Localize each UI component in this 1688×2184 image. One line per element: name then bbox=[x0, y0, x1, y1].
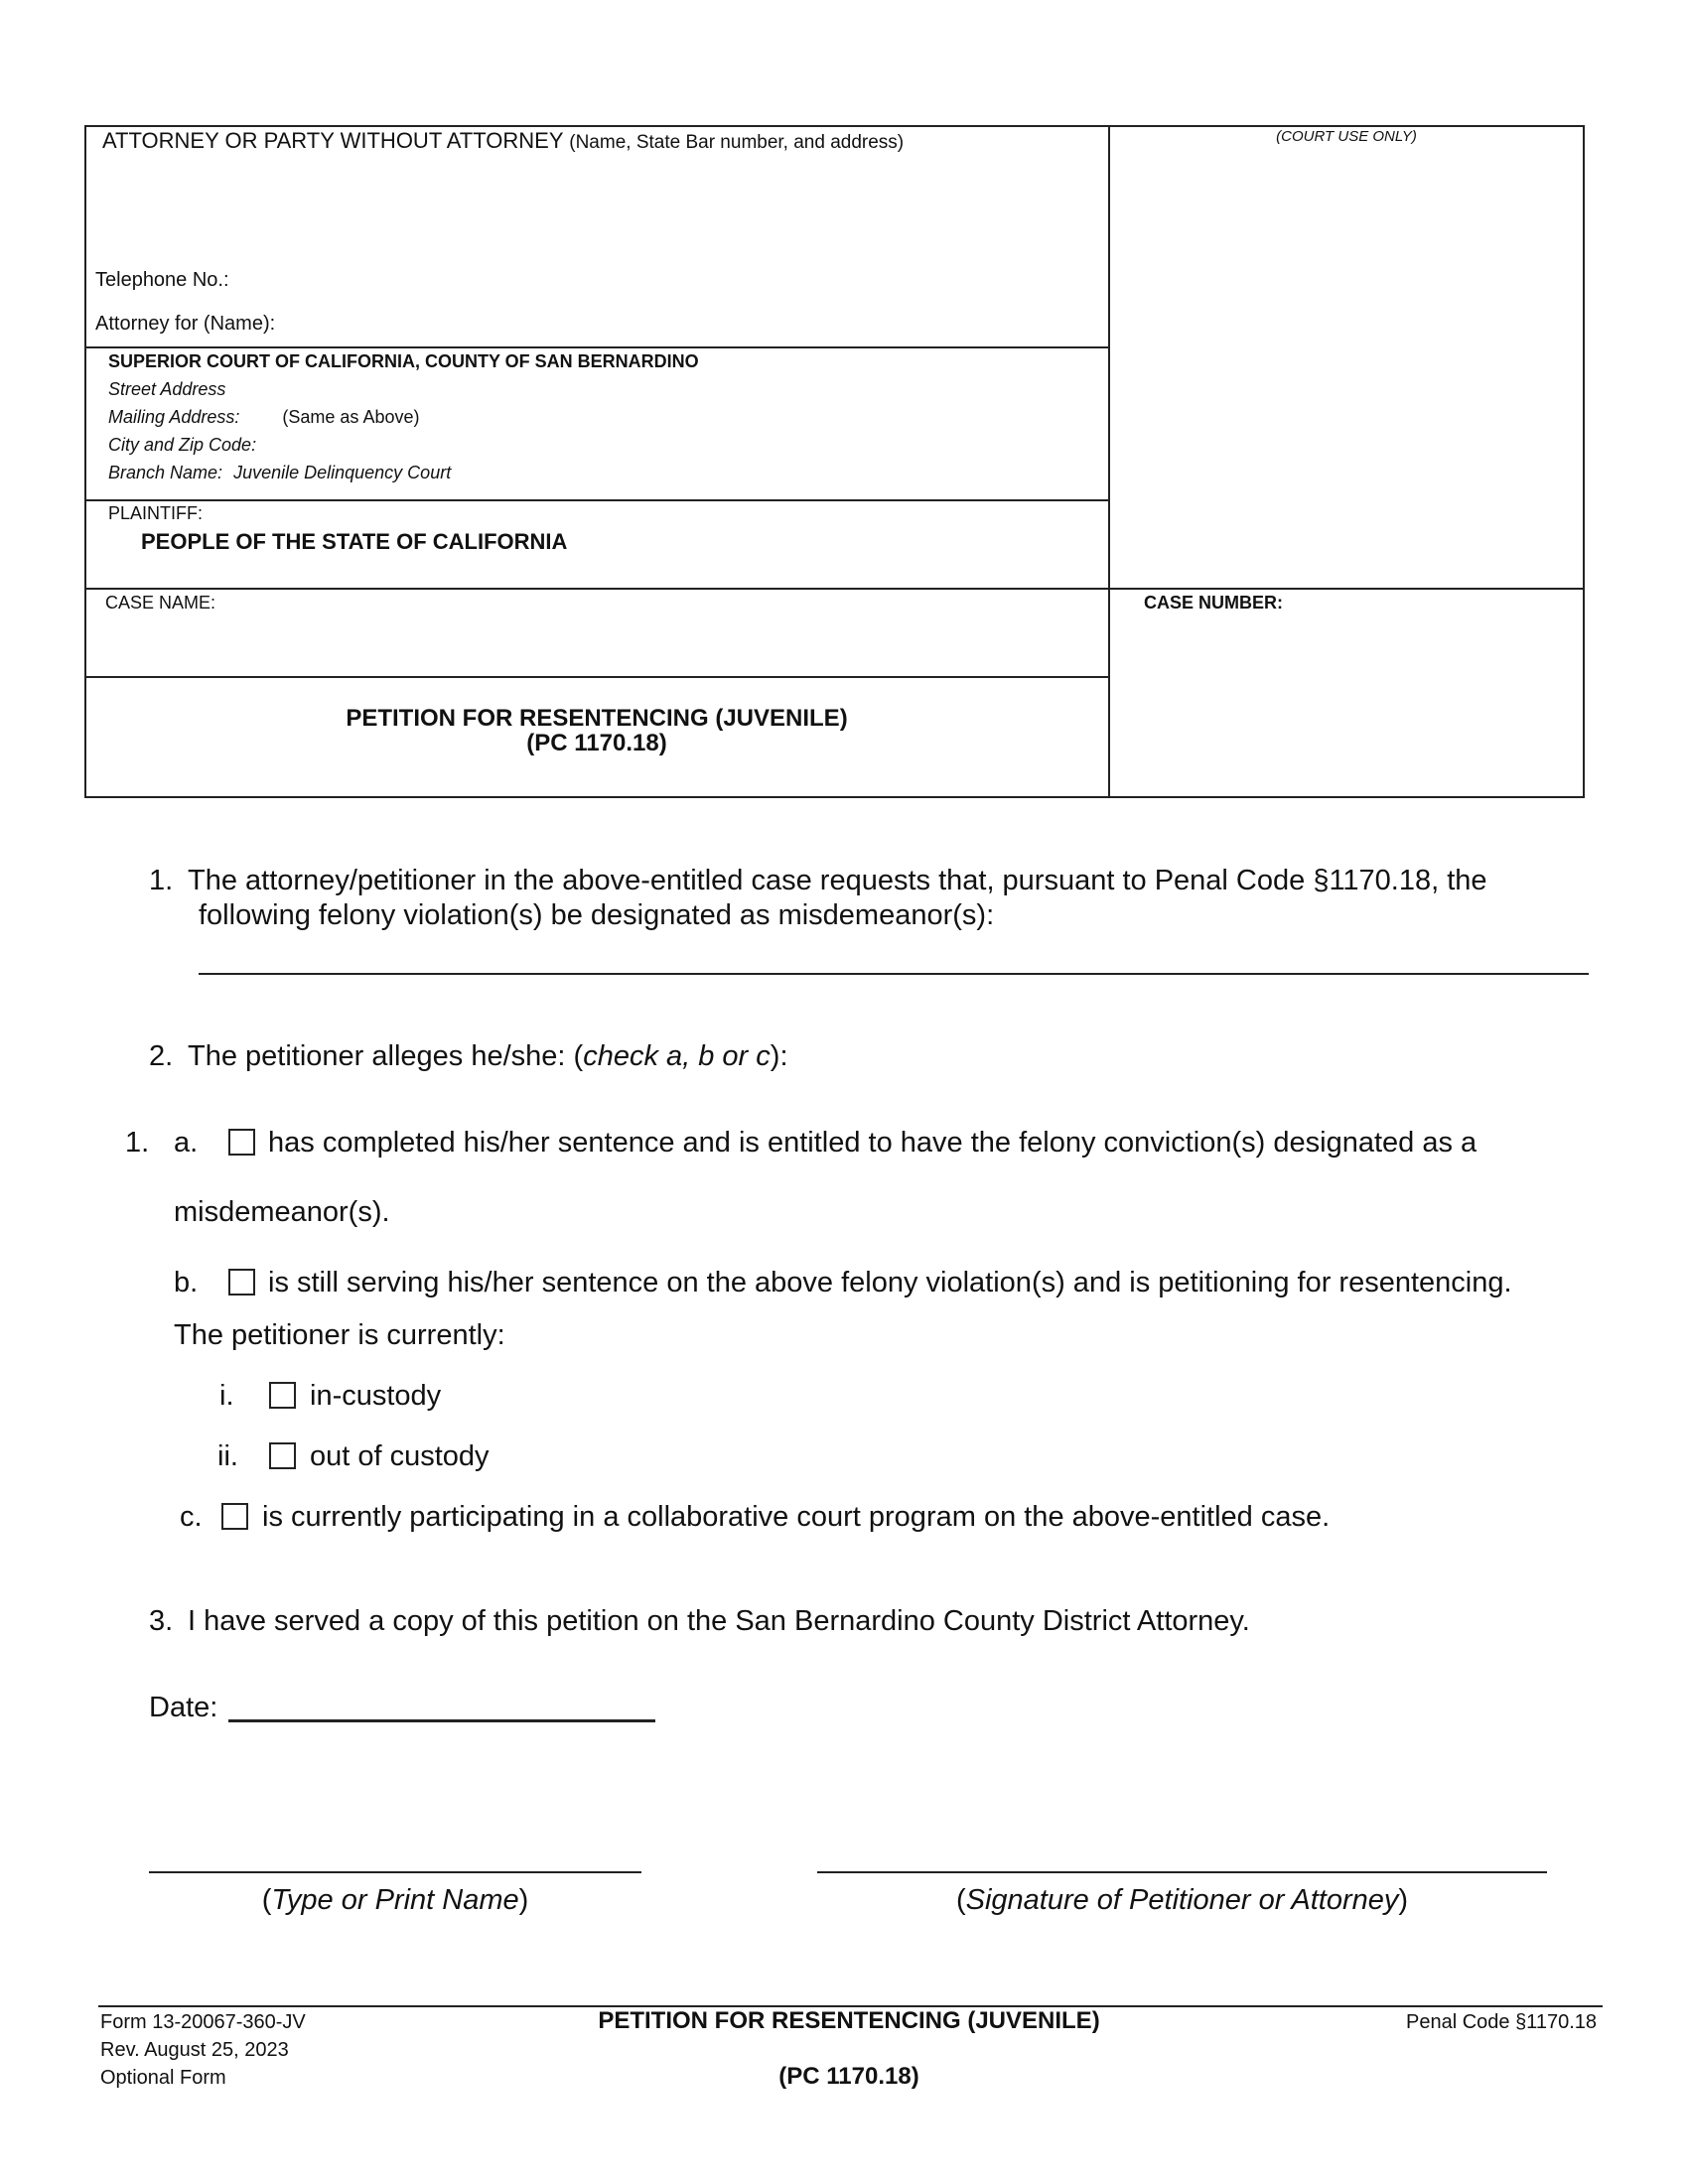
caption-header-box bbox=[84, 125, 1585, 798]
header-rule-casename bbox=[84, 588, 1585, 590]
header-rule-court bbox=[84, 346, 1109, 348]
option-b-line1: is still serving his/her sentence on the above felony violation(s) and is petitioning for resentencing. bbox=[268, 1267, 1512, 1298]
attorney-label-main: ATTORNEY OR PARTY WITHOUT ATTORNEY bbox=[102, 128, 564, 153]
option-c-checkbox[interactable] bbox=[221, 1503, 248, 1530]
option-a-letter: a. bbox=[174, 1127, 199, 1159]
date-line[interactable] bbox=[228, 1719, 655, 1722]
option-c-text: is currently participating in a collaborative court program on the above-entitled case. bbox=[262, 1501, 1331, 1533]
signature-caption-text: Signature of Petitioner or Attorney bbox=[965, 1884, 1399, 1916]
option-c-letter: c. bbox=[180, 1501, 203, 1533]
option-a-checkbox[interactable] bbox=[228, 1129, 255, 1156]
city-zip-label: City and Zip Code: bbox=[108, 435, 257, 455]
item2-number: 2. bbox=[149, 1040, 174, 1072]
signature-line[interactable] bbox=[817, 1871, 1547, 1873]
print-name-caption-close: ) bbox=[518, 1884, 529, 1916]
date-label: Date: bbox=[149, 1692, 218, 1723]
item2-text-pre: The petitioner alleges he/she: ( bbox=[188, 1040, 584, 1072]
out-of-custody-checkbox[interactable] bbox=[269, 1442, 296, 1469]
item1-number: 1. bbox=[149, 865, 174, 896]
mailing-address-row bbox=[108, 407, 419, 428]
footer-form-number: Form 13-20067-360-JV bbox=[100, 2011, 306, 2033]
plaintiff-label: PLAINTIFF: bbox=[108, 503, 204, 523]
option-a-line2: misdemeanor(s). bbox=[174, 1196, 390, 1228]
in-custody-label: in-custody bbox=[310, 1380, 442, 1412]
footer-revision: Rev. August 25, 2023 bbox=[100, 2039, 289, 2061]
option-b-checkbox[interactable] bbox=[228, 1269, 255, 1296]
item1-line2: following felony violation(s) be designated as misdemeanor(s): bbox=[199, 899, 995, 931]
case-number-label: CASE NUMBER: bbox=[1144, 593, 1284, 613]
print-name-caption-text: Type or Print Name bbox=[271, 1884, 519, 1916]
option-b-ii-number: ii. bbox=[217, 1440, 238, 1472]
out-of-custody-label: out of custody bbox=[310, 1440, 490, 1472]
signature-caption-open: ( bbox=[955, 1884, 966, 1916]
header-rule-title bbox=[84, 676, 1109, 678]
option-a-line1: has completed his/her sentence and is entitled to have the felony conviction(s) designated as a bbox=[268, 1127, 1477, 1159]
mailing-address-value: (Same as Above) bbox=[282, 407, 420, 427]
print-name-caption-open: ( bbox=[261, 1884, 272, 1916]
mailing-address-label: Mailing Address: bbox=[108, 407, 240, 427]
branch-name-label: Branch Name: bbox=[108, 463, 223, 482]
signature-caption-close: ) bbox=[1398, 1884, 1409, 1916]
case-name-label: CASE NAME: bbox=[105, 593, 216, 613]
felony-violations-line[interactable] bbox=[199, 973, 1589, 975]
item3-number: 3. bbox=[149, 1605, 174, 1637]
header-column-divider bbox=[1108, 125, 1110, 798]
print-name-caption bbox=[149, 1884, 641, 1917]
court-name: SUPERIOR COURT OF CALIFORNIA, COUNTY OF SAN BERNARDINO bbox=[108, 351, 699, 371]
footer-title-line2: (PC 1170.18) bbox=[778, 2063, 919, 2090]
footer-optional: Optional Form bbox=[100, 2067, 226, 2089]
option-b-letter: b. bbox=[174, 1267, 199, 1298]
in-custody-checkbox[interactable] bbox=[269, 1382, 296, 1409]
telephone-label: Telephone No.: bbox=[95, 269, 229, 291]
street-address-label: Street Address bbox=[108, 379, 226, 399]
attorney-label-sub: (Name, State Bar number, and address) bbox=[569, 132, 905, 153]
attorney-for-label: Attorney for (Name): bbox=[95, 313, 276, 335]
footer-penal-code: Penal Code §1170.18 bbox=[1405, 2011, 1597, 2033]
form-title-line2: (PC 1170.18) bbox=[526, 730, 667, 756]
form-title-line1: PETITION FOR RESENTENCING (JUVENILE) bbox=[346, 705, 848, 732]
option-b-i-number: i. bbox=[219, 1380, 234, 1412]
print-name-line[interactable] bbox=[149, 1871, 641, 1873]
option-a-list-number: 1. bbox=[125, 1127, 150, 1159]
header-rule-plaintiff bbox=[84, 499, 1109, 501]
footer-title-line1: PETITION FOR RESENTENCING (JUVENILE) bbox=[598, 2007, 1100, 2034]
attorney-label bbox=[102, 128, 904, 154]
option-b-line2: The petitioner is currently: bbox=[174, 1319, 505, 1351]
item3-text: I have served a copy of this petition on the San Bernardino County District Attorney. bbox=[188, 1605, 1250, 1637]
item2-text-post: ): bbox=[770, 1040, 788, 1072]
signature-caption bbox=[817, 1884, 1547, 1917]
item1-line1: The attorney/petitioner in the above-entitled case requests that, pursuant to Penal Code §1170.18, the bbox=[188, 865, 1487, 896]
branch-name-row bbox=[108, 463, 451, 483]
item2-text bbox=[188, 1040, 788, 1073]
plaintiff-value: PEOPLE OF THE STATE OF CALIFORNIA bbox=[141, 529, 568, 554]
item2-text-ital: check a, b or c bbox=[583, 1040, 771, 1072]
court-use-only-label: (COURT USE ONLY) bbox=[1276, 128, 1417, 145]
branch-name-value: Juvenile Delinquency Court bbox=[233, 463, 452, 482]
